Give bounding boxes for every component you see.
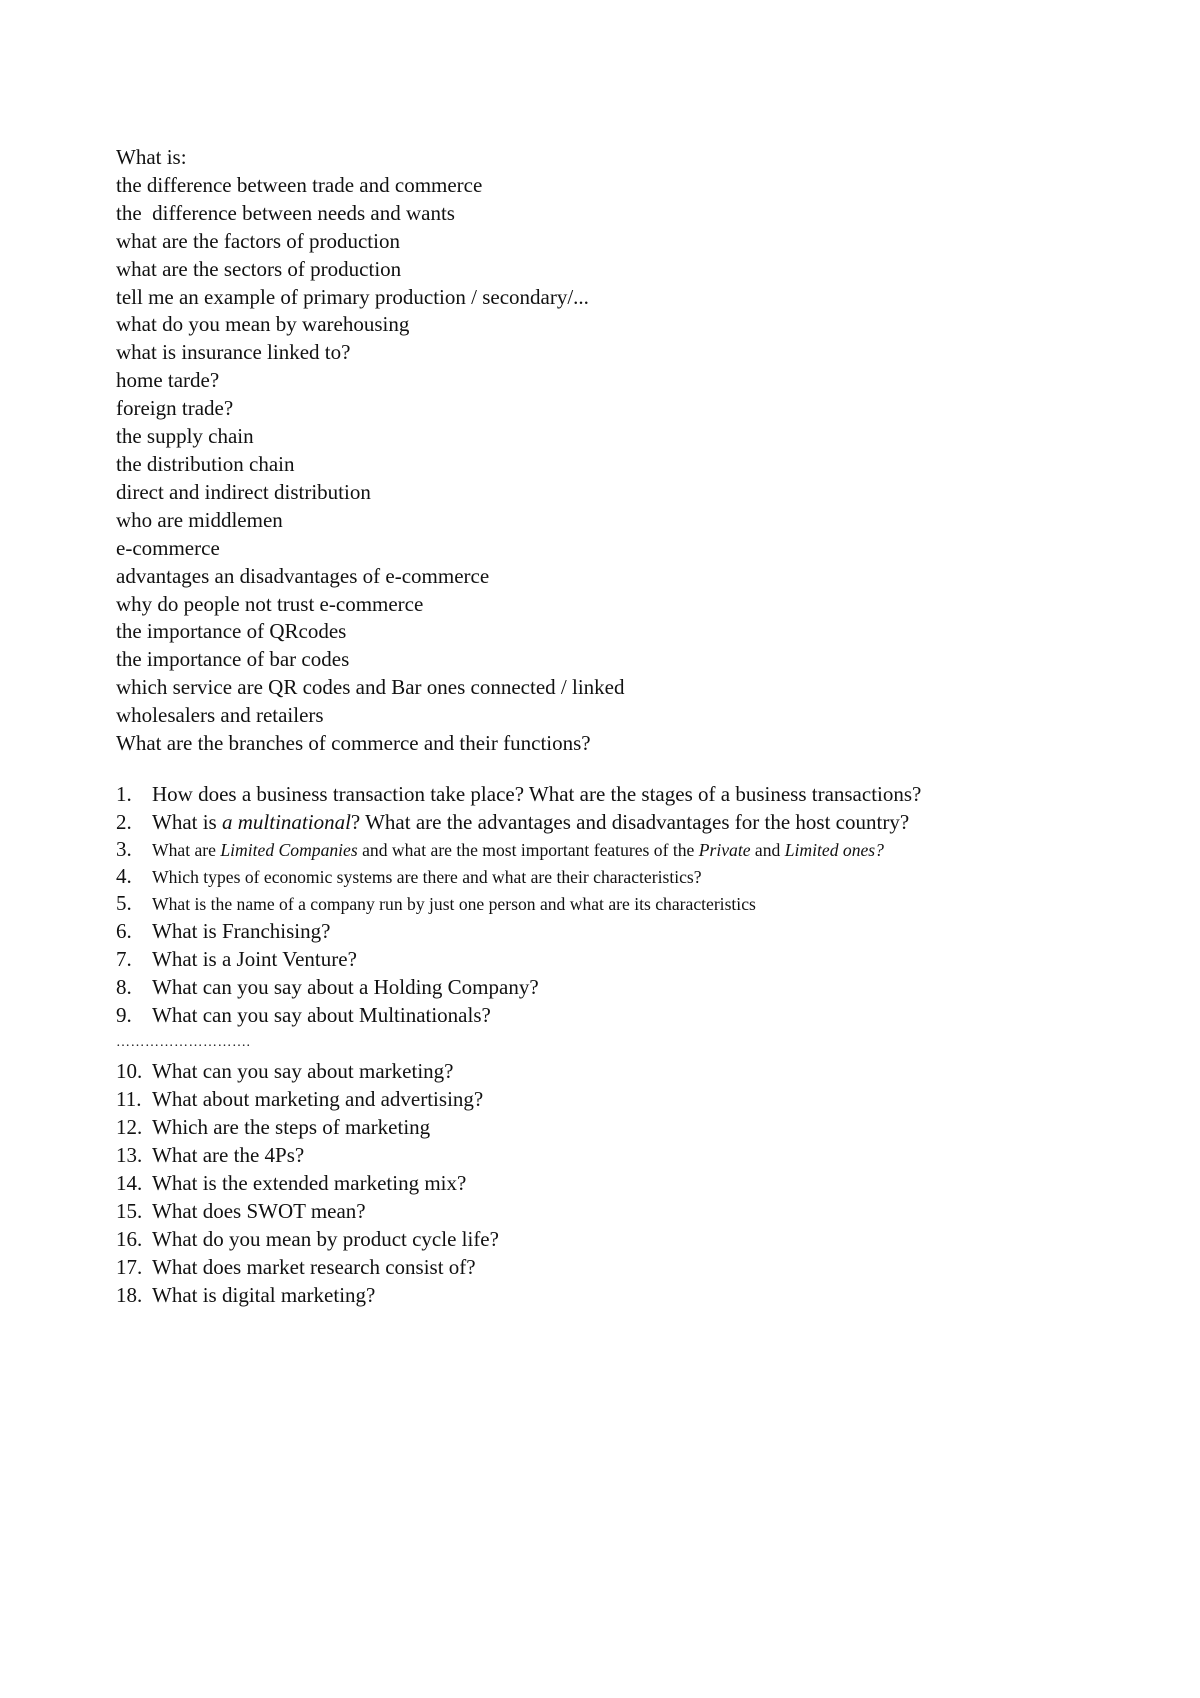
questions-list-a bbox=[116, 780, 1176, 1029]
question-number: 13. bbox=[116, 1142, 143, 1167]
topic-line: home tarde? bbox=[116, 368, 220, 393]
topic-line: which service are QR codes and Bar ones connected / linked bbox=[116, 675, 625, 700]
question-text: What does SWOT mean? bbox=[152, 1198, 366, 1223]
topic-line: the difference between needs and wants bbox=[116, 200, 455, 225]
topics-heading: What is: bbox=[116, 145, 187, 169]
question-item bbox=[116, 1001, 1176, 1029]
question-item bbox=[116, 836, 1176, 863]
question-number: 8. bbox=[116, 974, 132, 999]
topic-line: direct and indirect distribution bbox=[116, 479, 371, 504]
question-text: What is a Joint Venture? bbox=[152, 946, 357, 971]
question-item bbox=[116, 1253, 1176, 1281]
question-item bbox=[116, 1225, 1176, 1253]
question-number: 18. bbox=[116, 1282, 143, 1307]
topic-line: the importance of QRcodes bbox=[116, 619, 347, 644]
topic-line: who are middlemen bbox=[116, 507, 283, 532]
topics-section bbox=[116, 144, 1176, 758]
question-number: 11. bbox=[116, 1086, 142, 1111]
question-text-part: What is bbox=[152, 809, 222, 834]
question-text-part: What are bbox=[152, 839, 221, 860]
question-item bbox=[116, 973, 1176, 1001]
question-text: What can you say about marketing? bbox=[152, 1058, 454, 1083]
question-text-part: and bbox=[750, 839, 785, 860]
topic-line: foreign trade? bbox=[116, 396, 234, 421]
question-number: 14. bbox=[116, 1170, 143, 1195]
question-text: What do you mean by product cycle life? bbox=[152, 1226, 499, 1251]
question-text-part: ? What are the advantages and disadvantages for the host country? bbox=[350, 809, 910, 834]
question-item bbox=[116, 863, 1176, 890]
question-number: 12. bbox=[116, 1114, 143, 1139]
questions-list-b bbox=[116, 1057, 1176, 1309]
question-item bbox=[116, 890, 1176, 917]
question-text-emphasis: Limited Companies bbox=[220, 839, 358, 860]
topic-line: what are the sectors of production bbox=[116, 256, 402, 281]
question-text: What are the 4Ps? bbox=[152, 1142, 305, 1167]
question-item bbox=[116, 1085, 1176, 1113]
question-number: 17. bbox=[116, 1254, 143, 1279]
question-text: Which types of economic systems are there and what are their characteristics? bbox=[152, 866, 702, 887]
document-page bbox=[116, 144, 1176, 1309]
question-text-part: ones? bbox=[838, 839, 884, 860]
topic-line: tell me an example of primary production / secondary/... bbox=[116, 284, 589, 309]
topic-line: the distribution chain bbox=[116, 451, 295, 476]
topic-line: the supply chain bbox=[116, 424, 254, 449]
topic-line: the importance of bar codes bbox=[116, 647, 350, 672]
dotted-separator: ………………………. bbox=[116, 1034, 251, 1050]
question-item bbox=[116, 1141, 1176, 1169]
question-text: Which are the steps of marketing bbox=[152, 1114, 431, 1139]
question-text: What does market research consist of? bbox=[152, 1254, 476, 1279]
question-number: 16. bbox=[116, 1226, 143, 1251]
question-text: What is Franchising? bbox=[152, 918, 331, 943]
question-number: 10. bbox=[116, 1058, 143, 1083]
question-item bbox=[116, 780, 1176, 808]
question-number: 6. bbox=[116, 918, 132, 943]
question-text: What is the name of a company run by just one person and what are its characteristics bbox=[152, 893, 756, 914]
question-item bbox=[116, 1169, 1176, 1197]
topic-line: advantages an disadvantages of e-commerce bbox=[116, 563, 490, 588]
section-gap bbox=[116, 758, 1176, 780]
topic-line: what is insurance linked to? bbox=[116, 340, 351, 365]
question-text: How does a business transaction take place? What are the stages of a business transactions? bbox=[152, 781, 922, 806]
question-number: 15. bbox=[116, 1198, 143, 1223]
question-text bbox=[152, 837, 884, 863]
question-item bbox=[116, 945, 1176, 973]
question-number: 3. bbox=[116, 836, 132, 861]
question-item bbox=[116, 1113, 1176, 1141]
topic-line: what do you mean by warehousing bbox=[116, 312, 410, 337]
topic-line: what are the factors of production bbox=[116, 228, 400, 253]
question-number: 9. bbox=[116, 1002, 132, 1027]
question-number: 7. bbox=[116, 946, 132, 971]
question-text: What can you say about a Holding Company? bbox=[152, 974, 539, 999]
topic-line: why do people not trust e-commerce bbox=[116, 591, 424, 616]
topic-line: the difference between trade and commerce bbox=[116, 172, 483, 197]
question-number: 2. bbox=[116, 809, 132, 834]
question-text: What is the extended marketing mix? bbox=[152, 1170, 467, 1195]
question-item bbox=[116, 1057, 1176, 1085]
question-text: What about marketing and advertising? bbox=[152, 1086, 484, 1111]
topic-line: What are the branches of commerce and their functions? bbox=[116, 731, 591, 756]
question-item bbox=[116, 808, 1176, 836]
question-item bbox=[116, 1281, 1176, 1309]
question-text-emphasis: Private bbox=[698, 839, 751, 860]
question-text-emphasis: Limited bbox=[784, 839, 839, 860]
question-text-emphasis: a multinational bbox=[221, 809, 351, 834]
question-text bbox=[152, 808, 909, 836]
question-number: 5. bbox=[116, 890, 132, 915]
topic-line: e-commerce bbox=[116, 535, 220, 560]
question-number: 1. bbox=[116, 781, 132, 806]
question-text-part: and what are the most important features of the bbox=[357, 839, 699, 860]
question-text: What can you say about Multinationals? bbox=[152, 1002, 491, 1027]
question-text: What is digital marketing? bbox=[152, 1282, 376, 1307]
question-item bbox=[116, 917, 1176, 945]
topic-line: wholesalers and retailers bbox=[116, 703, 324, 728]
question-item bbox=[116, 1197, 1176, 1225]
question-number: 4. bbox=[116, 863, 132, 888]
